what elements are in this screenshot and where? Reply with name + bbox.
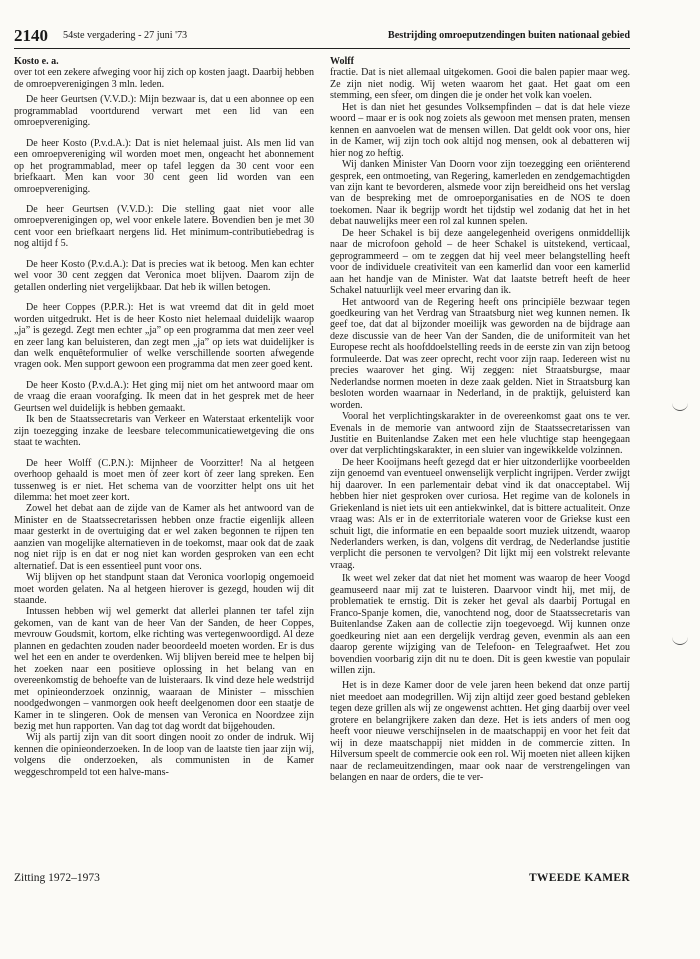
paragraph: Het antwoord van de Regering heeft ons principiële bezwaar tegen goedkeuring van het Verdrag van Straatsburg niet weg kunnen nemen. Ik geef toe, dat dat al bijzonder moeilijk was geworden na de bijdrage aan deze discussie van de heer Van der Sanden, die de uniformiteit van het Europese recht als hoofddoelstelling reeds in de eerste zin van zijn betoog formuleerde. Dat was zeer oprecht, recht voor zijn raap. Iedereen wist nu precies waarover het ging. Wij zeggen: niet Straatsburgse, maar Nederlandse normen moeten in deze zaak gelden. Niet in Straatsburg kan besloten worden waarnaar in Nederland, in de praktijk, geluisterd kan worden. bbox=[330, 296, 630, 411]
left-column bbox=[14, 56, 314, 856]
paragraph bbox=[14, 302, 314, 371]
speaker-label: De heer Geurtsen (V.V.D.): bbox=[26, 203, 154, 215]
paragraph bbox=[14, 94, 314, 128]
speech-text: Mijnheer de Voorzitter! Na al hetgeen overhoop gehaald is moet men òf zeer kort òf zeer lang spreken. Een tussenweg is er niet. Het schema van de voorzitter helpt ons uit het dilemma: het moet zeer kort. bbox=[14, 457, 314, 503]
speech-text: Dat is precies wat ik betoog. Men kan echter wel voor 30 cent zeggen dat Veronica moet blijven. Daarom zijn de getallen onderling niet vergelijkbaar. Dat heb ik willen betogen. bbox=[14, 258, 314, 293]
session-label: Zitting 1972–1973 bbox=[14, 872, 100, 884]
paragraph: Ik weet wel zeker dat dat niet het moment was waarop de heer Voogd geamuseerd naar mij zat te luisteren. Daarvoor vindt hij, met mij, de problematiek te ernstig. Dit is zeker het geval als daarbij Portugal en Franco-Spanje komen, die, vanochtend nog, door de Staatssecretaris van Buitenlandse Zaken aan de collectie zijn toegevoegd. Wij kunnen onze goedkeuring niet aan een dergelijk verdrag geven, evenmin als aan een daarop gerente wijziging van de Telefoon- en Telegraafwet. Het zou bovendien voorbarig zijn dit nu te doen. Dit is geen kwestie van populair willen zijn. bbox=[330, 573, 630, 677]
speaker-label: De heer Kosto (P.v.d.A.): bbox=[26, 137, 132, 149]
paragraph: over tot een zekere afweging voor hij zich op kosten jaagt. Daarbij hebben de omroepverenigingen 3 mln. leden. bbox=[14, 67, 314, 90]
speech-text: Mijn bezwaar is, dat u een abonnee op een programmablad voortdurend verwart met een lid van een omroepvereniging. bbox=[14, 94, 314, 129]
paragraph bbox=[14, 259, 314, 293]
paragraph: Wij danken Minister Van Doorn voor zijn toezegging een oriënterend gesprek, een ontmoeting, van Regering, kamerleden en zendgemachtigden van zijn kant te bevorderen, alsmede voor zijn bereidheid ons het verslag van de bespreking met de omroeporganisaties en de NOS te doen toekomen. Naar ik begrijp wordt het tijdstip wel zodanig dat het in het debat nauwelijks meer een rol zal kunnen spelen. bbox=[330, 159, 630, 228]
paragraph: Zowel het debat aan de zijde van de Kamer als het antwoord van de Minister en de Staatssecretarissen hebben onze fractie eigenlijk alleen maar gesterkt in de overtuiging dat er wel zaken begonnen te rijpen ten aanzien van mogelijke alternatieven in de toekomst, maar ook dat de zaak nog niet rijp is en dat er nog niet kan worden gesproken van een echt alternatief. Dat is een essentieel punt voor ons. bbox=[14, 503, 314, 572]
page-number: 2140 bbox=[14, 26, 48, 45]
speaker-label: De heer Kosto (P.v.d.A.): bbox=[26, 379, 130, 391]
column-speaker-head: Wolff bbox=[330, 56, 354, 67]
paragraph: Het is dan niet het gesundes Volksempfinden – dat is dat hele vieze woord – maar er is ook nog zoiets als gewoon met mensen praten, mensen kennen en aanvoelen wat de mensen willen. Dat geldt ook voor ons, hier in de Kamer, wij zijn toch ook altijd nog mensen, ook al debatteren wij hier nog zo heftig. bbox=[330, 101, 630, 159]
paragraph: Wij blijven op het standpunt staan dat Veronica voorlopig ongemoeid moet worden gelaten. Na al hetgeen hierover is gezegd, houden wij dit staande. bbox=[14, 572, 314, 607]
paragraph bbox=[14, 204, 314, 250]
paragraph: De heer Schakel is bij deze aangelegenheid overigens onmiddellijk naar de microfoon gehold – de heer Schakel is uitstekend, verticaal, geprogrammeerd – om te zeggen dat hij veel meer belangstelling heeft voor de individuele creativiteit van een kamerlid dan voor een kamerlid aan het handje van de Minister. Wat dat laatste betreft heeft de heer Schakel natuurlijk veel meer ervaring dan ik. bbox=[330, 227, 630, 297]
speaker-label: De heer Geurtsen (V.V.D.): bbox=[26, 94, 137, 106]
column-speaker-head: Kosto e. a. bbox=[14, 56, 59, 67]
paragraph: Intussen hebben wij wel gemerkt dat allerlei plannen ter tafel zijn gekomen, van de kant van de heer Van der Sanden, de heer Coppes, mevrouw Goudsmit, kortom, elke richting was vertegenwoordigd. Al deze plannen en gedachten zouden nader beoordeeld moeten worden. Er is dus wel het een en ander te overdenken. Wij blijven bereid mee te helpen bij het zoeken naar een positieve oplossing in het belang van en overeenkomstig de behoefte van de luisteraars. Ik vind deze hele wedstrijd met opinieonderzoek onzinnig, waaraan de Minister – misschien noodgedwongen – vanmorgen ook heeft deelgenomen door een staatje de Kamer in te slingeren. Ook de mensen van Veronica en Noordzee zijn bezig met hun rapporten. Van dag tot dag wordt dat bijgehouden. bbox=[14, 606, 314, 733]
speech-text: Die stelling gaat niet voor alle omroepverenigingen op, wel voor enkele latere. Bovendien ben je met 30 cent voor een briefkaart nergens lid. Het minimum-contributiebedrag is nog altijd f 5. bbox=[14, 203, 314, 250]
paragraph bbox=[14, 380, 314, 414]
paragraph bbox=[14, 138, 314, 195]
speaker-label: De heer Coppes (P.P.R.): bbox=[26, 302, 134, 314]
speech-text: Het ging mij niet om het antwoord maar om de vraag die eraan voorafging. Ik meen dat in het gesprek met de heer Geurtsen wel duidelijk is hebben gemaakt. bbox=[14, 379, 314, 414]
page-header bbox=[14, 26, 630, 46]
right-column bbox=[330, 56, 630, 856]
paragraph: Wij als partij zijn van dit soort dingen nooit zo onder de indruk. Wij kennen die opinieonderzoeken. In de loop van de laatste tien jaar zijn wij, volgens die onderzoeken, als communisten in de Kamer weggeschrompeld tot een halve-mans- bbox=[14, 732, 314, 778]
paragraph bbox=[14, 458, 314, 504]
paragraph: Vooral het verplichtingskarakter in de overeenkomst gaat ons te ver. Evenals in de memorie van antwoord zijn de Staatssecretarissen van Justitie en Buitenlandse Zaken met een hele vluchtige stap heengegaan over dat verplichtingskarakter, in een sluier van ingewikkelde volzinnen. bbox=[330, 411, 630, 457]
meeting-date: 54ste vergadering - 27 juni '73 bbox=[63, 30, 188, 41]
paragraph: Het is in deze Kamer door de vele jaren heen bekend dat onze partij niet meedoet aan modegrillen. Wij zijn altijd zeer goed bestand gebleken tegen deze grillen als wij ze ongewenst achtten. Het ging daarbij over veel grotere en belangrijkere zaken dan deze. Het is iets anders of men oog heeft voor nieuwe verschijnselen in de maatschappij en voor het feit dat wij in deze maatschappij niet midden in de commercie zitten. In Hilversum speelt de commercie ook een rol. Wij moeten niet alleen kijken naar de reclameuitzendingen, maar ook naar de verstrengelingen van belangen en naar de orders, die te ver- bbox=[330, 680, 630, 784]
speaker-label: De heer Wolff (C.P.N.): bbox=[26, 457, 134, 469]
paragraph: Ik ben de Staatssecretaris van Verkeer en Waterstaat erkentelijk voor zijn toezegging inzake de leesbare telecommunicatiewetgeving die ons staat te wachten. bbox=[14, 414, 314, 449]
margin-mark bbox=[672, 632, 688, 645]
chamber-label: TWEEDE KAMER bbox=[528, 872, 630, 884]
speaker-label: De heer Kosto (P.v.d.A.): bbox=[26, 258, 129, 270]
speech-text: Dat is niet helemaal juist. Als men lid van een omroepvereniging wil worden moet men, ongeacht het abonnement op het programmablad, meer op tafel leggen da 30 cent voor een briefkaart. Men kan voor 30 cent geen lid worden van een omroepvereniging. bbox=[14, 137, 314, 195]
paragraph: fractie. Dat is niet allemaal uitgekomen. Gooi die balen papier maar weg. Ze zijn niet nodig. Wij weten waarom het gaat. Het gaat om een stemming, een sfeer, om dingen die je onder het volk kan voelen. bbox=[330, 67, 630, 102]
paragraph: De heer Kooijmans heeft gezegd dat er hier uitzonderlijke voorbeelden zijn genoemd van eventueel onwenselijk verplicht ingrijpen. Verder zwijgt hij daarover. In een parlementair debat vind ik dat onacceptabel. Wij hebben hier niet gesproken over curiosa. Het regime van de kolonels in Griekenland is niet iets uit een antiekwinkel, dat is bittere actualiteit. Onze vraag was: Als er in de exterritoriale wateren voor de Griekse kust een schuit ligt, die informatie en een bepaalde soort muziek uitzendt, waarop Nederlanders werken, is dan, volgens dit verdrag, de Nederlandse justitie verplicht die personen te vervolgen? Dit lijkt mij een volstrekt relevante vraag. bbox=[330, 456, 630, 571]
margin-mark bbox=[672, 398, 688, 411]
running-title: Bestrijding omroeputzendingen buiten nationaal gebied bbox=[387, 30, 630, 41]
speech-text: Het is wat vreemd dat dit in geld moet worden uitgedrukt. Het is de heer Kosto niet helemaal duidelijk waarop „ja” is gezegd. Zegt men echter „ja” op een programma dat men zeer veel en zeer lang kan beluisteren, dan zegt men „ja” op iets wat duidelijker is dan welk enquêteformulier of welke verschillende soorten afwegende vragen ook. Men support gewoon een programma dat men zeer goed kent. bbox=[14, 302, 314, 371]
header-rule bbox=[14, 48, 630, 49]
